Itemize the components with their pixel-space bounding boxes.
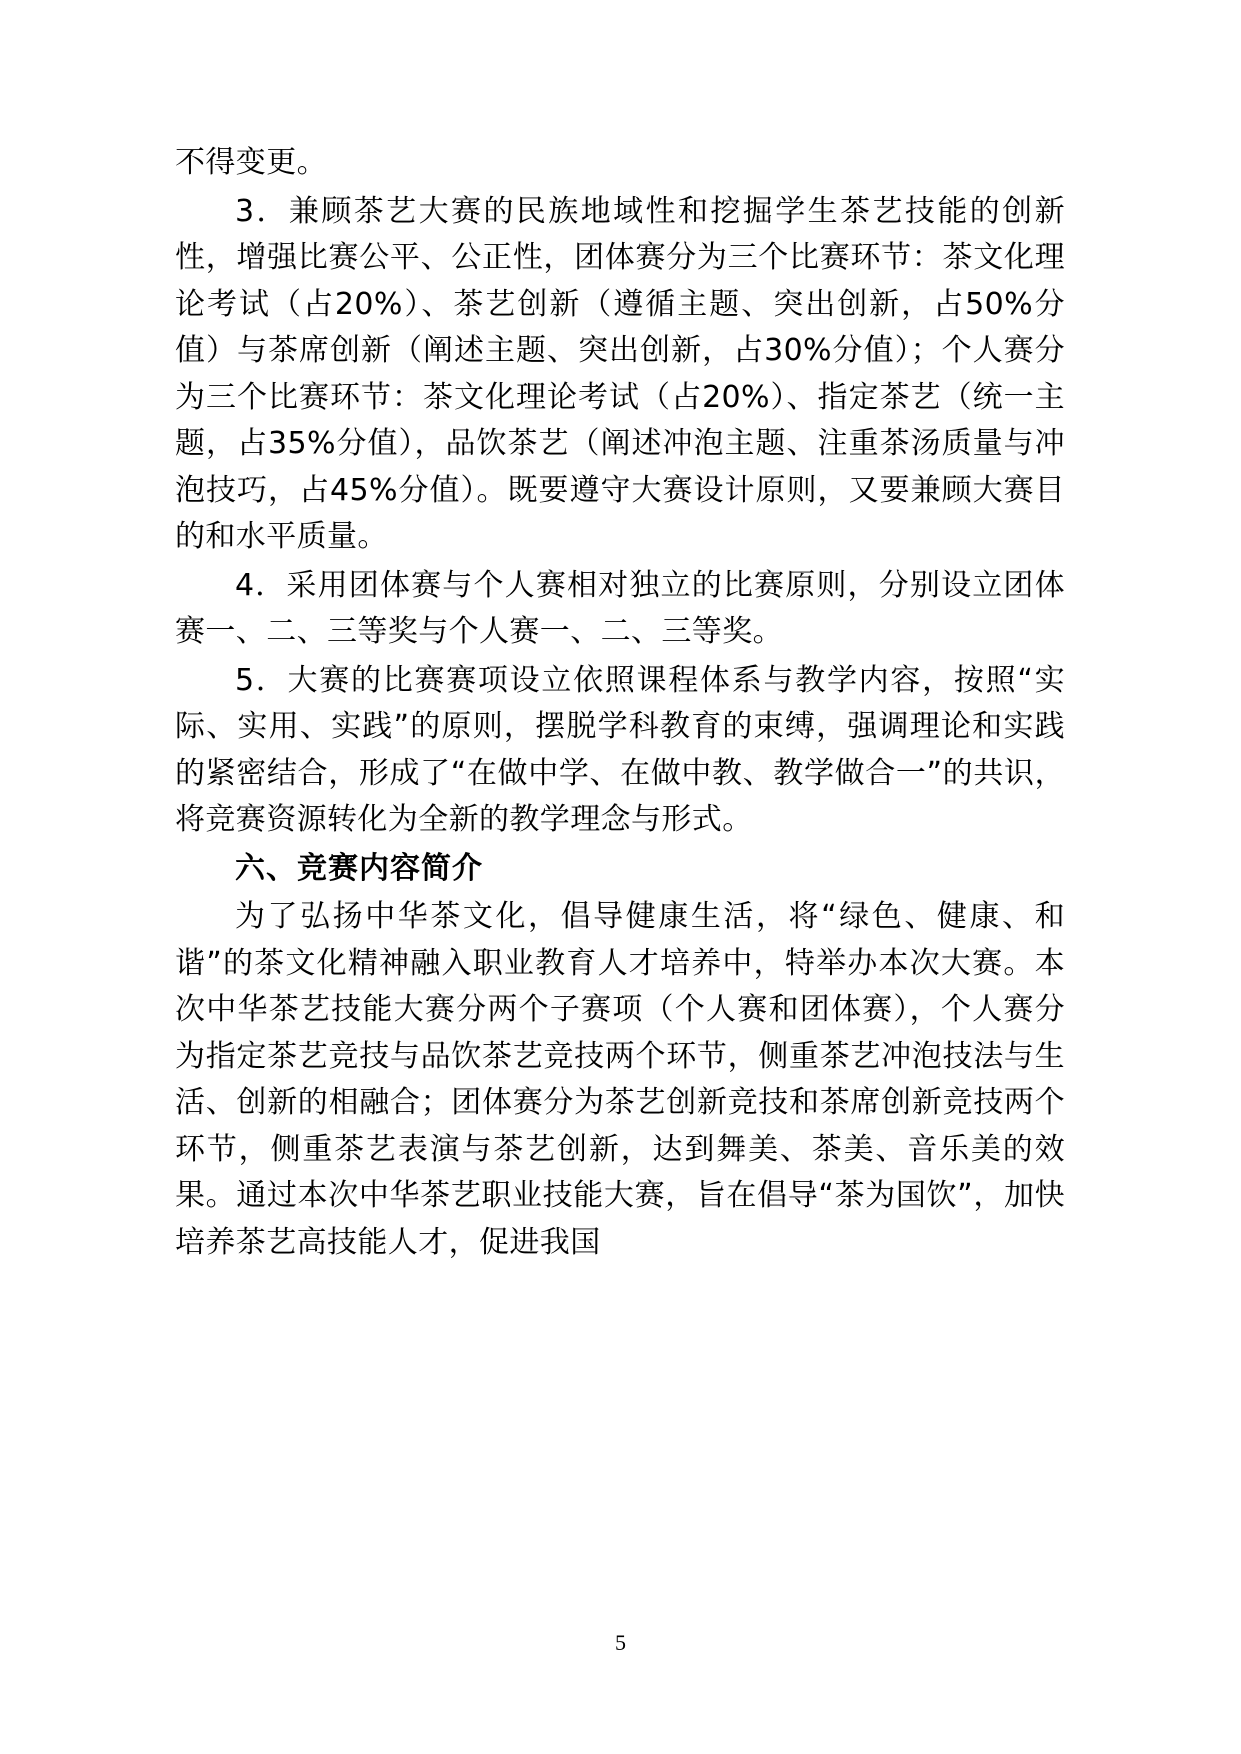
section-heading-six: 六、竞赛内容简介 [235,850,483,886]
paragraph-item-4: 4．采用团体赛与个人赛相对独立的比赛原则，分别设立团体赛一、二、三等奖与个人赛一、二、三等奖。 [175,567,1065,649]
document-body [175,140,1065,1266]
paragraph-item-5: 5．大赛的比赛赛项设立依照课程体系与教学内容，按照“实际、实用、实践”的原则，摆脱学科教育的束缚，强调理论和实践的紧密结合，形成了“在做中学、在做中教、教学做合一”的共识，将竞赛资源转化为全新的教学理念与形式。 [175,662,1065,837]
paragraph-continued: 不得变更。 [175,145,327,180]
paragraph-section-six-body: 为了弘扬中华茶文化，倡导健康生活，将“绿色、健康、和谐”的茶文化精神融入职业教育人才培养中，特举办本次大赛。本次中华茶艺技能大赛分两个子赛项（个人赛和团体赛），个人赛分为指定茶艺竞技与品饮茶艺竞技两个环节，侧重茶艺冲泡技法与生活、创新的相融合；团体赛分为茶艺创新竞技和茶席创新竞技两个环节，侧重茶艺表演与茶艺创新，达到舞美、茶美、音乐美的效果。通过本次中华茶艺职业技能大赛，旨在倡导“茶为国饮”，加快培养茶艺高技能人才，促进我国 [175,899,1065,1260]
page-number: 5 [615,1630,626,1655]
paragraph-item-3: 3．兼顾茶艺大赛的民族地域性和挖掘学生茶艺技能的创新性，增强比赛公平、公正性，团体赛分为三个比赛环节：茶文化理论考试（占20%）、茶艺创新（遵循主题、突出创新，占50%分值）与茶席创新（阐述主题、突出创新，占30%分值）；个人赛分为三个比赛环节：茶文化理论考试（占20%）、指定茶艺（统一主题，占35%分值），品饮茶艺（阐述冲泡主题、注重茶汤质量与冲泡技巧，占45%分值）。既要遵守大赛设计原则，又要兼顾大赛目的和水平质量。 [175,193,1065,554]
